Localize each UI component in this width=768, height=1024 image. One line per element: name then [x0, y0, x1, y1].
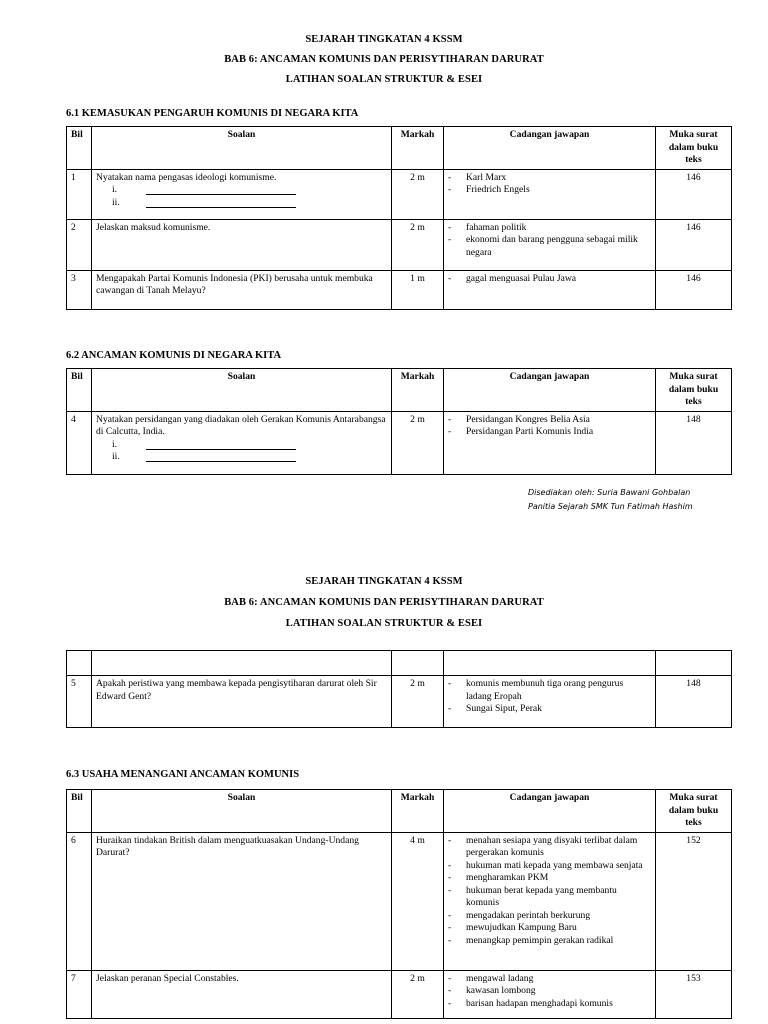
answer-item: - hukuman berat kepada yang membantu komunis [448, 885, 651, 910]
col-markah-header: Markah [392, 127, 444, 170]
answer-item: - mewujudkan Kampung Baru [448, 922, 651, 935]
answer-item: - barisan hadapan menghadapi komunis [448, 998, 651, 1011]
answer-item: - menahan sesiapa yang disyaki terlibat dalam pergerakan komunis [448, 835, 651, 860]
answer-blank [146, 451, 296, 462]
mark-value: 4 m [392, 832, 444, 970]
doc-chapter-page2: BAB 6: ANCAMAN KOMUNIS DAN PERISYTIHARAN DARURAT [224, 597, 544, 608]
table-header-row [67, 369, 732, 412]
page-ref: 152 [656, 832, 732, 970]
question-number: 3 [67, 270, 92, 309]
page-ref: 148 [656, 411, 732, 474]
doc-title-page2: SEJARAH TINGKATAN 4 KSSM [305, 576, 463, 587]
page-ref: 153 [656, 970, 732, 1018]
empty-header-row [67, 651, 732, 676]
question-text: Jelaskan maksud komunisme. [92, 219, 392, 270]
mark-value: 2 m [392, 169, 444, 219]
answer-cell [444, 832, 656, 970]
answer-item: - fahaman politik [448, 222, 651, 235]
empty-cell [392, 651, 444, 676]
col-markah-header: Markah [392, 790, 444, 833]
col-jawapan-header: Cadangan jawapan [444, 127, 656, 170]
answer-blank [146, 439, 296, 450]
mark-value: 2 m [392, 411, 444, 474]
table-row [67, 676, 732, 728]
question-number: 7 [67, 970, 92, 1018]
table-row [67, 411, 732, 474]
question-cell [92, 169, 392, 219]
table-6-3 [66, 789, 732, 1019]
answer-cell [444, 676, 656, 728]
page-ref: 148 [656, 676, 732, 728]
doc-subtitle-page2: LATIHAN SOALAN STRUKTUR & ESEI [285, 618, 483, 629]
col-bil-header: Bil [67, 790, 92, 833]
question-number: 4 [67, 411, 92, 474]
answer-line [112, 184, 387, 197]
empty-cell [67, 651, 92, 676]
answer-item: - mengadakan perintah berkurung [448, 910, 651, 923]
col-bil-header: Bil [67, 369, 92, 412]
col-jawapan-header: Cadangan jawapan [444, 790, 656, 833]
question-number: 1 [67, 169, 92, 219]
answer-item: - Persidangan Kongres Belia Asia [448, 414, 651, 427]
table-6-2-continued [66, 650, 732, 728]
mark-value: 2 m [392, 219, 444, 270]
roman-label: ii. [112, 196, 120, 208]
col-soalan-header: Soalan [92, 369, 392, 412]
table-row [67, 219, 732, 270]
page-ref: 146 [656, 169, 732, 219]
col-muka-surat-header: Muka surat dalam buku teks [656, 127, 732, 170]
answer-cell [444, 169, 656, 219]
table-6-2 [66, 368, 732, 475]
page-ref: 146 [656, 219, 732, 270]
table-6-1 [66, 126, 732, 310]
table-header-row [67, 790, 732, 833]
question-cell [92, 411, 392, 474]
empty-cell [92, 651, 392, 676]
table-row [67, 270, 732, 309]
section-6-2-heading: 6.2 ANCAMAN KOMUNIS DI NEGARA KITA [66, 350, 282, 361]
answer-line [112, 197, 387, 210]
answer-item: - mengharamkan PKM [448, 872, 651, 885]
prepared-by-panel: Panitia Sejarah SMK Tun Fatimah Hashim [528, 502, 693, 511]
answer-item: - komunis membunuh tiga orang pengurus ladang Eropah [448, 678, 651, 703]
mark-value: 2 m [392, 970, 444, 1018]
prepared-by-name: Disediakan oleh: Suria Bawani Gohbalan [528, 488, 691, 497]
doc-chapter: BAB 6: ANCAMAN KOMUNIS DAN PERISYTIHARAN DARURAT [224, 54, 544, 65]
col-markah-header: Markah [392, 369, 444, 412]
answer-item: - ekonomi dan barang pengguna sebagai milik negara [448, 234, 651, 259]
question-number: 5 [67, 676, 92, 728]
answer-item: - menangkap pemimpin gerakan radikal [448, 935, 651, 948]
answer-item: - hukuman mati kepada yang membawa senjata [448, 860, 651, 873]
col-jawapan-header: Cadangan jawapan [444, 369, 656, 412]
prepared-by [528, 486, 693, 514]
answer-item: - Persidangan Parti Komunis India [448, 426, 651, 439]
doc-title: SEJARAH TINGKATAN 4 KSSM [305, 34, 463, 45]
mark-value: 2 m [392, 676, 444, 728]
doc-subtitle: LATIHAN SOALAN STRUKTUR & ESEI [285, 74, 483, 85]
answer-line [112, 439, 387, 452]
answer-cell [444, 219, 656, 270]
col-soalan-header: Soalan [92, 790, 392, 833]
table-row [67, 970, 732, 1018]
answer-item: - mengawal ladang [448, 973, 651, 986]
table-row [67, 832, 732, 970]
page-ref: 146 [656, 270, 732, 309]
question-number: 6 [67, 832, 92, 970]
col-muka-surat-header: Muka surat dalam buku teks [656, 790, 732, 833]
question-text: Mengapakah Partai Komunis Indonesia (PKI) berusaha untuk membuka cawangan di Tanah Melayu? [92, 270, 392, 309]
answer-cell [444, 270, 656, 309]
question-text: Nyatakan persidangan yang diadakan oleh Gerakan Komunis Antarabangsa di Calcutta, India. [96, 413, 386, 437]
col-muka-surat-header: Muka surat dalam buku teks [656, 369, 732, 412]
question-text: Nyatakan nama pengasas ideologi komunisme. [96, 171, 277, 183]
answer-item: - Sungai Siput, Perak [448, 703, 651, 716]
question-text: Huraikan tindakan British dalam menguatkuasakan Undang-Undang Darurat? [92, 832, 392, 970]
answer-cell [444, 411, 656, 474]
roman-label: i. [112, 438, 118, 450]
empty-cell [656, 651, 732, 676]
roman-label: i. [112, 184, 118, 195]
col-soalan-header: Soalan [92, 127, 392, 170]
question-text: Apakah peristiwa yang membawa kepada pengisytiharan darurat oleh Sir Edward Gent? [92, 676, 392, 728]
answer-item: - Friedrich Engels [448, 184, 651, 197]
empty-cell [444, 651, 656, 676]
mark-value: 1 m [392, 270, 444, 309]
roman-label: ii. [112, 451, 120, 462]
table-row [67, 169, 732, 219]
section-6-3-heading: 6.3 USAHA MENANGANI ANCAMAN KOMUNIS [66, 769, 300, 780]
answer-item: - Karl Marx [448, 172, 651, 185]
col-bil-header: Bil [67, 127, 92, 170]
question-text: Jelaskan peranan Special Constables. [92, 970, 392, 1018]
answer-cell [444, 970, 656, 1018]
answer-item: - gagal menguasai Pulau Jawa [448, 273, 651, 286]
answer-blank [146, 184, 296, 195]
answer-blank [146, 197, 296, 208]
answer-item: - kawasan lombong [448, 985, 651, 998]
question-number: 2 [67, 219, 92, 270]
section-6-1-heading: 6.1 KEMASUKAN PENGARUH KOMUNIS DI NEGARA KITA [66, 108, 359, 119]
answer-line [112, 451, 387, 464]
table-header-row [67, 127, 732, 170]
